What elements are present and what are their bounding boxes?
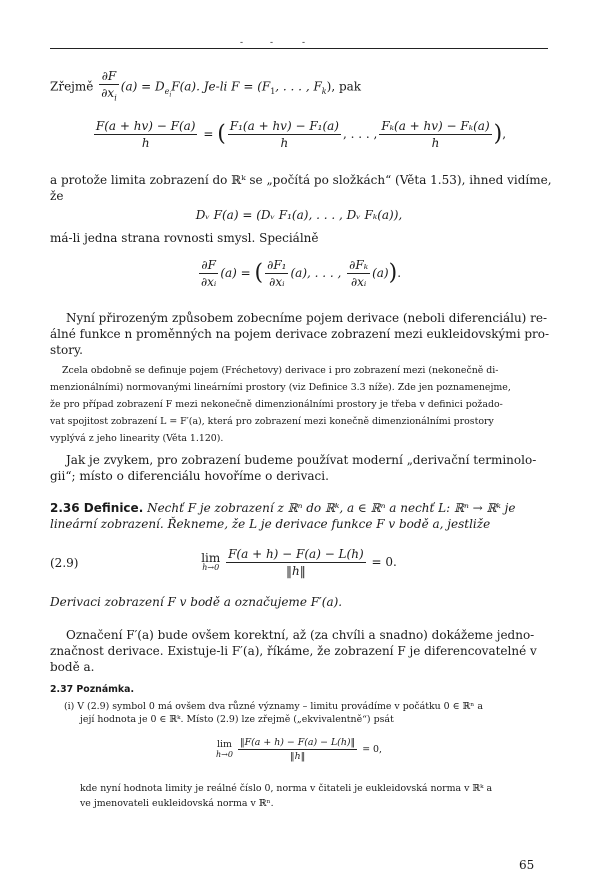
header-mark: - <box>270 38 274 48</box>
display-equation: $\frac{\partial F}{\text{∂xᵢ}}$ (a) = ( $\frac{\text{∂F₁}}{\text{∂xᵢ}}$ (a), . . . , $\frac{\text{∂Fₖ}}{\text{∂xᵢ}}$ (a)). <box>200 258 402 289</box>
text-line: Jak je zvykem, pro zobrazení budeme používat moderní „derivační terminolo- <box>66 453 537 467</box>
definition-line: lineární zobrazení. Řekneme, že L je derivace funkce F v bodě a, jestliže <box>50 517 491 531</box>
small-text-line: kde nyní hodnota limity je reálné číslo 0, norma v čitateli je eukleidovská norma v ℝᵏ a <box>80 783 493 794</box>
text-line: bodě a. <box>50 660 95 674</box>
text-line: že <box>50 189 64 203</box>
page-number: 65 <box>519 858 535 872</box>
small-text-line: její hodnota je 0 ∈ ℝᵏ. Místo (2.9) lze zřejmě („ekvivalentně“) psát <box>80 714 394 725</box>
header-mark: - <box>240 38 244 48</box>
small-text-line: ve jmenovateli eukleidovská norma v ℝⁿ. <box>80 798 274 809</box>
display-equation: lim h→0 $\frac{‖F(a + h) - F(a) - L(h)‖}{‖h‖}$ = 0, <box>216 737 382 762</box>
definition-title: 2.36 Definice. <box>50 501 144 515</box>
display-equation: Dᵥ F(a) = (Dᵥ F₁(a), . . . , Dᵥ Fₖ(a)), <box>195 208 403 222</box>
text-line: má-li jedna strana rovnosti smysl. Speciálně <box>50 231 319 245</box>
text-line: Zřejmě $\frac{\partial F}{\partial x_i}$ $(a) = D_{e_i}F(a)$. Je-li $F = (F_1$, . . . , $F_k$), pak <box>50 68 548 106</box>
text-line: Nyní přirozeným způsobem zobecníme pojem derivace (neboli diferenciálu) re- <box>66 311 548 325</box>
remark-title: 2.37 Poznámka. <box>50 684 135 695</box>
display-equation: lim h→0 $\frac{F(a + h) - F(a) - L(h)}{‖h‖}$ = 0. <box>201 547 397 578</box>
text-line: gii“; místo o diferenciálu hovoříme o derivaci. <box>50 469 329 483</box>
small-text-line: vyplývá z jeho linearity (Věta 1.120). <box>50 433 224 444</box>
small-text-line: vat spojitost zobrazení L = F′(a), která pro zobrazení mezi konečně dimenzionálními prostory <box>50 416 494 427</box>
display-equation: $\frac{F(a + hv) - F(a)}{h}$ = ( $\frac{\text{F₁(a + hv) − F₁(a)}}{h}$ , . . . , $\frac{\text{Fₖ(a + hv) − Fₖ(a)}}{h}$ ), <box>95 119 507 150</box>
small-text-line: že pro případ zobrazení F mezi nekonečně dimenzionálními prostory je třeba v definici požado- <box>50 399 503 410</box>
small-text-line: Zcela obdobně se definuje pojem (Fréchetovy) derivace i pro zobrazení mezi (nekonečně di- <box>62 365 499 376</box>
definition-line: 2.36 Definice. Nechť F je zobrazení z ℝⁿ do ℝᵏ, a ∈ ℝⁿ a nechť L: ℝⁿ → ℝᵏ je <box>50 501 516 515</box>
fraction: $\frac{\partial F}{\partial x_i}$ <box>101 69 117 103</box>
text-line: Označení F′(a) bude ovšem korektní, až (za chvíli a snadno) dokážeme jedno- <box>66 628 535 642</box>
small-text-line: menzionálními) normovanými lineárními prostory (viz Definice 3.3 níže). Zde jen poznamenejme, <box>50 382 511 393</box>
text-line: značnost derivace. Existuje-li F′(a), říkáme, že zobrazení F je diferencovatelné v <box>50 644 537 658</box>
text-line: álné funkce n proměnných na pojem derivace zobrazení mezi eukleidovskými pro- <box>50 327 550 341</box>
text-line: a protože limita zobrazení do ℝᵏ se „počítá po složkách“ (Věta 1.53), ihned vidíme, <box>50 173 552 187</box>
text-line: Derivaci zobrazení F v bodě a označujeme F′(a). <box>50 595 343 609</box>
equation-number: (2.9) <box>50 556 79 570</box>
header-mark: - <box>302 38 306 48</box>
small-text-line: (i) V (2.9) symbol 0 má ovšem dva různé významy – limitu provádíme v počátku 0 ∈ ℝⁿ a <box>64 701 483 712</box>
header-rule <box>50 48 548 49</box>
text-line: story. <box>50 343 83 357</box>
